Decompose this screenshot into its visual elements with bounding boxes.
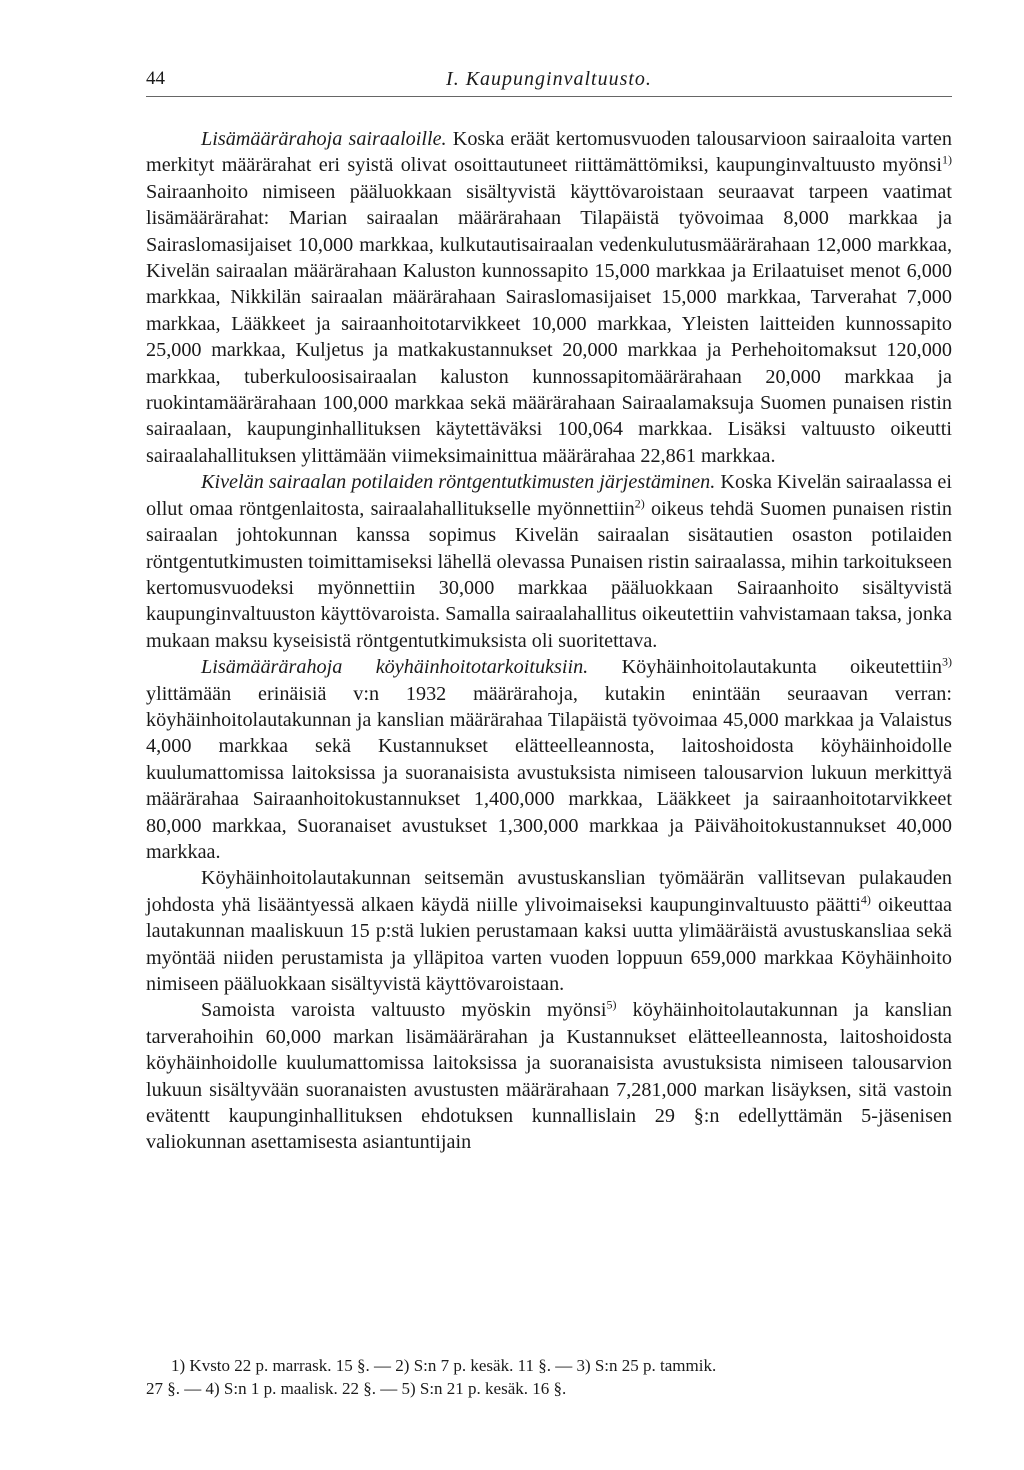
running-title: I. Kaupunginvaltuusto. xyxy=(446,68,652,90)
paragraph xyxy=(146,865,952,997)
paragraph-text: Sairaanhoito nimiseen pääluokkaan sisältyvistä käyttövaroistaan seuraavat tarpeen vaatimat lisämäärärahat: Marian sairaalan määrärahaan Tilapäistä työvoimaa 8,000 markkaa ja Sairaslomasijaiset 10,000 markkaa, kulkutautisairaalan vedenkulutusmäärärahaan 12,000 markkaa, Kivelän sairaalan määrärahaan Kaluston kunnossapito 15,000 markkaa ja Erilaatuiset menot 6,000 markkaa, Nikkilän sairaalan määrärahaan Sairaslomasijaiset 15,000 markkaa, Tarverahat 7,000 markkaa, Lääkkeet ja sairaanhoitotarvikkeet 10,000 markkaa, Yleisten laitteiden kunnossapito 25,000 markkaa, Kuljetus ja matkakustannukset 20,000 markkaa ja Perhehoitomaksut 120,000 markkaa, tuberkuloosisairaalan kaluston kunnossapitomäärärahaan 20,000 markkaa ja ruokintamäärärahaan 100,000 markkaa sekä määrärahaan Sairaalamaksuja Suomen punaisen ristin sairaalaan, kaupunginhallituksen käytettäväksi 100,064 markkaa. Lisäksi valtuusto oikeutti sairaalahallituksen ylittämään viimeksimainittua määrärahaa 22,861 markkaa. xyxy=(146,180,952,467)
footnote-ref: 4) xyxy=(860,892,871,907)
footnote-ref: 2) xyxy=(634,495,645,510)
paragraph-text: Koska eräät kertomusvuoden talousarvioon sairaaloita varten merkityt määrärahat eri syistä olivat osoittautuneet riittämättömiksi, kaupunginvaltuusto myönsi xyxy=(146,128,952,177)
paragraph-text: köyhäinhoitolautakunnan ja kanslian tarverahoihin 60,000 markan lisämäärärahan ja Kustannukset elätteelleannosta, laitoshoidosta köyhäinhoidolle kuulumattomissa laitoksissa ja suoranaisista avustuksista nimiseen talousarvion lukuun sisältyvään suoranaisten avustusten määrärahaan 7,281,000 markan lisäyksen, sitä vastoin evätentt kaupunginhallituksen ehdotuksen kunnallislain 29 §:n edellyttämän 5-jäsenisen valiokunnan asettamisesta asiantuntijain xyxy=(146,999,952,1154)
section-heading: Kivelän sairaalan potilaiden röntgentutkimusten järjestäminen. xyxy=(201,471,716,494)
paragraph xyxy=(146,469,952,654)
section-heading: Lisämäärärahoja sairaaloille. xyxy=(201,128,447,150)
footnote-ref: 1) xyxy=(942,152,952,167)
footnote-line: 27 §. — 4) S:n 1 p. maalisk. 22 §. — 5) S:n 21 p. kesäk. 16 §. xyxy=(146,1379,567,1398)
paragraph-text: Samoista varoista valtuusto myöskin myönsi xyxy=(201,999,607,1022)
footnote-ref: 5) xyxy=(606,997,617,1012)
paragraph-text: oikeuttaa lautakunnan maaliskuun 15 p:stä lukien perustamaan kaksi uutta ylimääräistä avustuskansliaa sekä myöntää niiden perustamista ja ylläpitoa varten vuoden loppuun 659,000 markkaa Köyhäinhoito nimiseen pääluokkaan sisältyvistä käyttövaroistaan. xyxy=(146,893,952,995)
paragraph xyxy=(146,126,952,469)
paragraph-text: Köyhäinhoitolautakunta oikeutettiin xyxy=(588,656,942,679)
paragraph xyxy=(146,654,952,865)
paragraph-text: ylittämään erinäisiä v:n 1932 määrärahoja, kutakin enintään seuraavan verran: köyhäinhoitolautakunnan ja kanslian määrärahaa Tilapäistä työvoimaa 45,000 markkaa ja Valaistus 4,000 markkaa sekä Kustannukset elätteelleannosta, laitoshoidosta köyhäinhoidolle kuulumattomissa laitoksissa ja suoranaisista avustuksista nimiseen talousarvion lukuun merkittyä määrärahaa Sairaanhoitokustannukset 1,400,000 markkaa, Lääkkeet ja sairaanhoitotarvikkeet 80,000 markkaa, Suoranaiset avustukset 1,300,000 markkaa ja Päivähoitokustannukset 40,000 markkaa. xyxy=(146,682,952,863)
paragraph-text: Köyhäinhoitolautakunnan seitsemän avustuskanslian työmäärän vallitsevan pulakauden johdosta yhä lisääntyessä alkaen käydä niille ylivoimaiseksi kaupunginvaltuusto päätti xyxy=(146,867,952,916)
body-text xyxy=(146,126,952,1156)
section-heading: Lisämäärärahoja köyhäinhoitotarkoituksiin. xyxy=(201,656,589,679)
footnote-line: 1) Kvsto 22 p. marrask. 15 §. — 2) S:n 7 p. kesäk. 11 §. — 3) S:n 25 p. tammik. xyxy=(171,1356,717,1375)
page-number: 44 xyxy=(146,68,165,89)
footnote-ref: 3) xyxy=(942,654,952,669)
paragraph-text: Koska Kivelän sairaalassa ei ollut omaa röntgenlaitosta, sairaalahallitukselle myönnettiin xyxy=(146,471,952,520)
page-header xyxy=(146,66,952,97)
paragraph-text: oikeus tehdä Suomen punaisen ristin sairaalan johtokunnan kanssa sopimus Kivelän sairaalan sisätautien osaston potilaiden röntgentutkimusten toimittamiseksi lähellä olevassa Punaisen ristin sairaalassa, mihin tarkoitukseen kertomusvuodeksi myönnettiin 30,000 markkaa pääluokkaan Sairaanhoito sisältyvistä kaupunginvaltuuston käyttövaroista. Samalla sairaalahallitus oikeutettiin vahvistamaan taksa, jonka mukaan maksu kyseisistä röntgentutkimuksista oli suoritettava. xyxy=(146,497,953,652)
paragraph xyxy=(146,997,952,1155)
